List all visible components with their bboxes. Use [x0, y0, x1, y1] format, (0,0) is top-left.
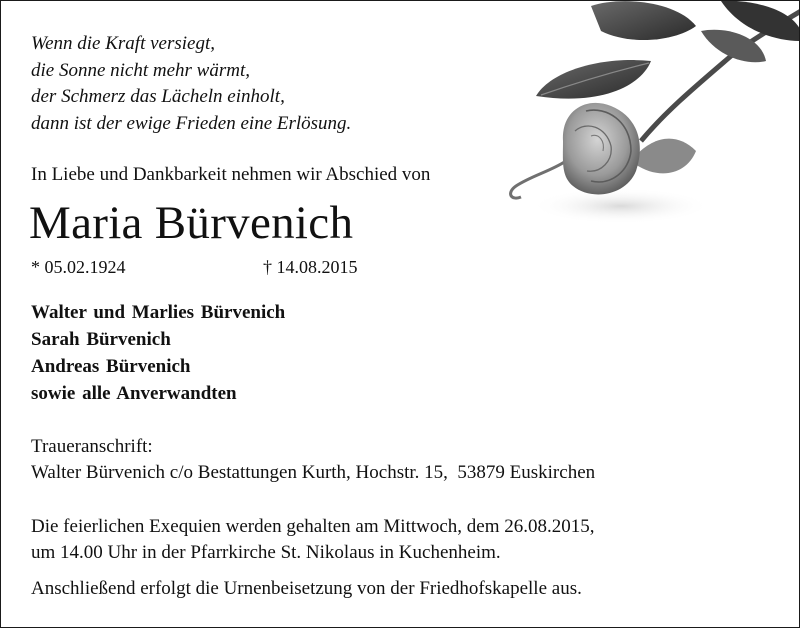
rose-icon: [491, 1, 800, 241]
deceased-name: Maria Bürvenich: [29, 197, 354, 249]
mourner: Sarah Bürvenich: [31, 329, 171, 350]
poem: [31, 31, 351, 137]
mourner: Walter und Marlies Bürvenich: [31, 302, 286, 323]
death-date: † 14.08.2015: [263, 257, 358, 277]
address-label: Traueranschrift:: [31, 436, 153, 457]
poem-line: der Schmerz das Lächeln einholt,: [31, 86, 285, 107]
poem-line: die Sonne nicht mehr wärmt,: [31, 59, 251, 81]
poem-line: dann ist der ewige Frieden eine Erlösung.: [31, 112, 352, 134]
service-line: Die feierlichen Exequien werden gehalten am Mittwoch, dem 26.08.2015,: [31, 516, 595, 537]
mourner: Andreas Bürvenich: [31, 356, 191, 377]
closing-text: Anschließend erfolgt die Urnenbeisetzung von der Friedhofskapelle aus.: [31, 578, 582, 599]
mourners-list: [31, 299, 285, 407]
birth-date: * 05.02.1924: [31, 257, 126, 277]
service-line: um 14.00 Uhr in der Pfarrkirche St. Nikolaus in Kuchenheim.: [31, 542, 501, 563]
mourner: sowie alle Anverwandten: [31, 383, 237, 404]
address-text: Walter Bürvenich c/o Bestattungen Kurth, Hochstr. 15, 53879 Euskirchen: [31, 462, 596, 483]
poem-line: Wenn die Kraft versiegt,: [31, 33, 215, 54]
intro-text: In Liebe und Dankbarkeit nehmen wir Abschied von: [31, 164, 431, 185]
service-details: [31, 514, 595, 566]
